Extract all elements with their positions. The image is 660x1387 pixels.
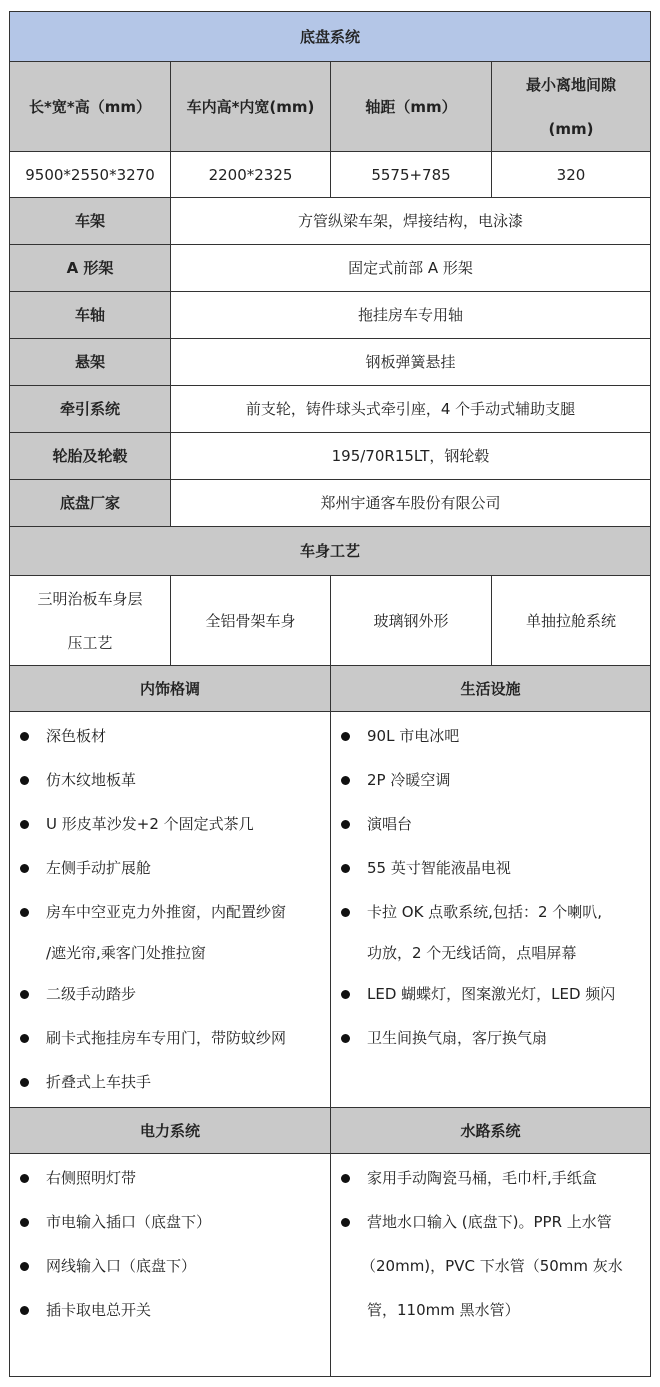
bullet-icon	[20, 1306, 29, 1315]
body-craft-title-row	[10, 527, 650, 576]
spec-value: 郑州宇通客车股份有限公司	[320, 494, 501, 512]
chassis-title: 底盘系统	[10, 12, 650, 61]
spec-label: 悬架	[10, 339, 171, 385]
value-interior-size: 2200*2325	[171, 152, 331, 197]
body-craft-item	[10, 576, 171, 665]
body-craft-row	[10, 576, 650, 666]
spec-label: 牵引系统	[10, 386, 171, 432]
body-craft-item-line1: 三明治板车身层	[37, 589, 143, 608]
bullet-icon	[341, 732, 350, 741]
living-title: 生活设施	[331, 666, 650, 711]
spec-row-frame	[10, 198, 650, 245]
header-interior-size: 车内高*内宽(mm)	[171, 62, 331, 151]
list-item: 右侧照明灯带	[10, 1156, 322, 1200]
bullet-icon	[20, 1262, 29, 1271]
spec-row-tires	[10, 433, 650, 480]
spec-value: 前支轮，铸件球头式牵引座，4 个手动式辅助支腿	[245, 400, 576, 418]
bullet-icon	[20, 1034, 29, 1043]
list-item: 卫生间换气扇，客厅换气扇	[331, 1016, 642, 1060]
header-ground-clearance-line1: 最小离地间隙	[525, 75, 616, 94]
body-craft-item: 单抽拉舱系统	[525, 611, 616, 630]
bullet-icon	[20, 908, 29, 917]
bullet-icon	[341, 908, 350, 917]
header-ground-clearance	[492, 62, 650, 151]
power-water-list-row	[10, 1154, 650, 1376]
spec-value: 195/70R15LT，钢轮毂	[331, 447, 490, 465]
spec-value: 方管纵梁车架，焊接结构，电泳漆	[297, 212, 523, 230]
bullet-icon	[341, 1174, 350, 1183]
list-item: 卡拉 OK 点歌系统,包括：2 个喇叭,	[331, 890, 642, 934]
value-wheelbase: 5575+785	[331, 152, 492, 197]
water-title: 水路系统	[331, 1108, 650, 1153]
list-item: U 形皮革沙发+2 个固定式茶几	[10, 802, 322, 846]
bullet-icon	[20, 1174, 29, 1183]
list-item: 房车中空亚克力外推窗，内配置纱窗	[10, 890, 322, 934]
bullet-icon	[341, 990, 350, 999]
list-item-continuation: 管，110mm 黑水管）	[367, 1301, 520, 1319]
spec-value: 钢板弹簧悬挂	[365, 353, 456, 371]
list-item: 插卡取电总开关	[10, 1288, 322, 1332]
water-list	[331, 1154, 650, 1376]
interior-living-list-row	[10, 712, 650, 1108]
body-craft-title: 车身工艺	[10, 527, 650, 575]
body-craft-item-line2: 压工艺	[67, 633, 113, 652]
list-item: LED 蝴蝶灯，图案激光灯，LED 频闪	[331, 972, 642, 1016]
list-item: 仿木纹地板革	[10, 758, 322, 802]
bullet-icon	[20, 732, 29, 741]
bullet-icon	[341, 820, 350, 829]
bullet-icon	[341, 1034, 350, 1043]
body-craft-item: 玻璃钢外形	[331, 576, 492, 665]
list-item: 二级手动踏步	[10, 972, 322, 1016]
spec-value: 固定式前部 A 形架	[348, 259, 473, 277]
header-dimensions: 长*宽*高（mm）	[10, 62, 171, 151]
living-list	[331, 712, 650, 1107]
bullet-icon	[20, 1078, 29, 1087]
interior-title: 内饰格调	[10, 666, 331, 711]
list-item: 深色板材	[10, 714, 322, 758]
bullet-icon	[341, 1218, 350, 1227]
bullet-icon	[341, 864, 350, 873]
dimension-header-row	[10, 62, 650, 152]
list-item: 折叠式上车扶手	[10, 1060, 322, 1104]
list-item: 90L 市电冰吧	[331, 714, 642, 758]
spec-label: 车轴	[10, 292, 171, 338]
list-item: 市电输入插口（底盘下）	[10, 1200, 322, 1244]
spec-label: 轮胎及轮毂	[10, 433, 171, 479]
list-item: 2P 冷暖空调	[331, 758, 642, 802]
power-list	[10, 1154, 331, 1376]
list-item-continuation: /遮光帘,乘客门处推拉窗	[46, 944, 206, 962]
interior-living-header-row	[10, 666, 650, 712]
header-wheelbase: 轴距（mm）	[331, 62, 492, 151]
spec-row-towing	[10, 386, 650, 433]
list-item-continuation: （20mm)，PVC 下水管（50mm 灰水	[361, 1257, 623, 1275]
bullet-icon	[20, 990, 29, 999]
list-item-continuation: 功放，2 个无线话筒，点唱屏幕	[367, 944, 577, 962]
power-title: 电力系统	[10, 1108, 331, 1153]
spec-row-a-frame	[10, 245, 650, 292]
bullet-icon	[20, 776, 29, 785]
interior-list	[10, 712, 331, 1107]
spec-value: 拖挂房车专用轴	[357, 306, 463, 324]
header-ground-clearance-line2: (mm)	[548, 119, 594, 138]
spec-label: 底盘厂家	[10, 480, 171, 526]
power-water-header-row	[10, 1108, 650, 1154]
spec-row-manufacturer	[10, 480, 650, 527]
spec-row-axle	[10, 292, 650, 339]
list-item: 演唱台	[331, 802, 642, 846]
bullet-icon	[20, 1218, 29, 1227]
list-item: 营地水口输入 (底盘下)。PPR 上水管	[331, 1200, 642, 1244]
dimension-value-row	[10, 152, 650, 198]
spec-label: A 形架	[10, 245, 171, 291]
bullet-icon	[341, 776, 350, 785]
value-dimensions: 9500*2550*3270	[10, 152, 171, 197]
list-item: 左侧手动扩展舱	[10, 846, 322, 890]
value-ground-clearance: 320	[556, 165, 586, 184]
list-item: 家用手动陶瓷马桶，毛巾杆,手纸盒	[331, 1156, 642, 1200]
spec-label: 车架	[10, 198, 171, 244]
spec-row-suspension	[10, 339, 650, 386]
chassis-title-row	[10, 12, 650, 62]
body-craft-item: 全铝骨架车身	[171, 576, 331, 665]
list-item: 55 英寸智能液晶电视	[331, 846, 642, 890]
list-item: 网线输入口（底盘下）	[10, 1244, 322, 1288]
bullet-icon	[20, 864, 29, 873]
spec-table	[9, 11, 651, 1377]
list-item: 刷卡式拖挂房车专用门，带防蚊纱网	[10, 1016, 322, 1060]
bullet-icon	[20, 820, 29, 829]
